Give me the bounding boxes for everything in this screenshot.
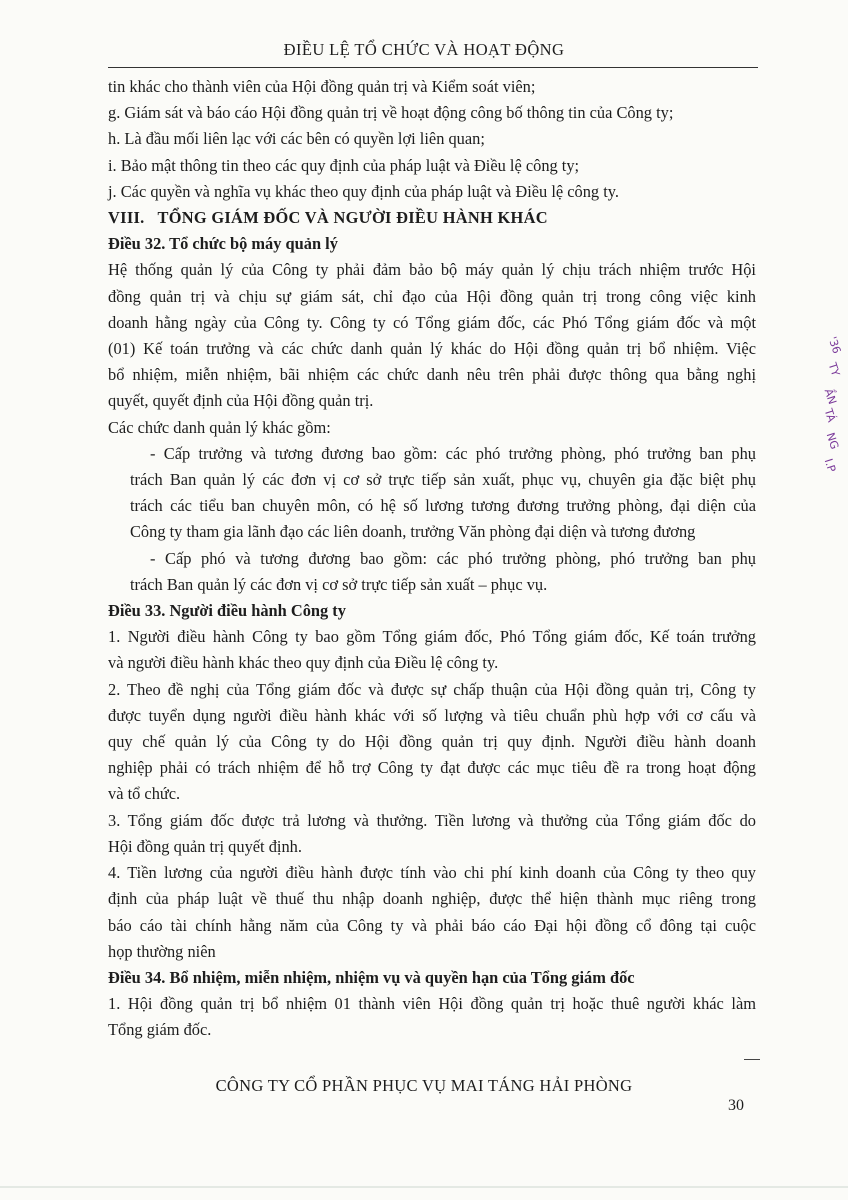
stamp-text: ẦN [821, 387, 839, 407]
list-item-j: j. Các quyền và nghĩa vụ khác theo quy định của pháp luật và Điều lệ công ty. [108, 181, 619, 201]
text-line: họp thường niên [108, 941, 216, 961]
text-line: Các chức danh quản lý khác gồm: [108, 417, 331, 437]
text-line: Hội đồng quản trị quyết định. [108, 836, 302, 856]
text-line: quy chế quản lý của Công ty do Hội đồng quản trị quy định. Người điều hành doanh [108, 732, 756, 752]
text-line: 4. Tiền lương của người điều hành được tính vào chi phí kinh doanh của Công ty theo quy [108, 863, 756, 883]
text-line: định của pháp luật về thuế thu nhập doanh nghiệp, được thể hiện thành mục riêng trong [108, 889, 756, 909]
text-line: trách Ban quản lý các đơn vị cơ sở trực tiếp sản xuất – phục vụ. [130, 574, 548, 594]
text-line: nghiệp phải có trách nhiệm để hỗ trợ Công ty đạt được các mục tiêu đề ra trong hoạt động [108, 758, 756, 778]
text-line: và tổ chức. [108, 784, 181, 804]
list-item-h: h. Là đầu mối liên lạc với các bên có quyền lợi liên quan; [108, 129, 485, 149]
body-text [108, 74, 756, 1044]
text-line: 2. Theo đề nghị của Tổng giám đốc và được sự chấp thuận của Hội đồng quản trị, Công ty [108, 679, 756, 699]
stamp-text: TÁ [821, 407, 839, 424]
text-line: Tổng giám đốc. [108, 1020, 212, 1040]
text-line: trách các tiểu ban chuyên môn, có hệ số lương tương đương trưởng phòng, đại diện của [130, 496, 756, 516]
text-line: 1. Hội đồng quản trị bổ nhiệm 01 thành viên Hội đồng quản trị hoặc thuê người khác làm [108, 994, 756, 1014]
text-line: Công ty tham gia lãnh đạo các liên doanh, trưởng Văn phòng đại diện và tương đương [130, 522, 696, 542]
article-34-heading: Điều 34. Bổ nhiệm, miễn nhiệm, nhiệm vụ và quyền hạn của Tổng giám đốc [108, 967, 635, 987]
text-line: quyết, quyết định của Hội đồng quản trị. [108, 391, 374, 411]
text-line: trách Ban quản lý các đơn vị cơ sở trực tiếp sản xuất, phục vụ, chuyên gia đặc biệt phụ [130, 470, 756, 490]
stamp-text: '36 [825, 335, 844, 356]
text-line: và người điều hành khác theo quy định của Điều lệ công ty. [108, 653, 499, 673]
text-line: đồng quản trị và chịu sự giám sát, chỉ đạo của Hội đồng quản trị trong công việc kinh [108, 286, 756, 306]
stamp-text: NG [823, 431, 842, 451]
text-line: tin khác cho thành viên của Hội đồng quản trị và Kiểm soát viên; [108, 77, 536, 96]
section-heading-viii: VIII. TỔNG GIÁM ĐỐC VÀ NGƯỜI ĐIỀU HÀNH KHÁC [108, 208, 548, 228]
text-line: báo cáo tài chính hằng năm của Công ty và phải báo cáo Đại hội đồng cổ đông tại cuộc [108, 915, 756, 935]
footer-dash [744, 1059, 760, 1060]
text-line: 1. Người điều hành Công ty bao gồm Tổng giám đốc, Phó Tổng giám đốc, Kế toán trưởng [108, 627, 756, 647]
text-line: được tuyển dụng người điều hành khác với số lượng và tiêu chuẩn phù hợp với cơ cấu và [108, 705, 756, 725]
bullet-item: - Cấp trưởng và tương đương bao gồm: các phó trưởng phòng, phó trưởng ban phụ [150, 443, 756, 463]
article-33-heading: Điều 33. Người điều hành Công ty [108, 601, 346, 621]
stamp-seal-fragment [790, 335, 846, 485]
text-line: 3. Tổng giám đốc được trả lương và thưởng. Tiền lương và thưởng của Tổng giám đốc do [108, 810, 756, 830]
article-32-heading: Điều 32. Tổ chức bộ máy quản lý [108, 234, 338, 254]
scan-edge [0, 1186, 848, 1188]
stamp-text: TY [825, 361, 843, 378]
text-line: (01) Kế toán trưởng và các chức danh quản lý khác do Hội đồng quản trị bổ nhiệm. Việc [108, 339, 756, 359]
page-footer: CÔNG TY CỔ PHẦN PHỤC VỤ MAI TÁNG HẢI PHÒNG [215, 1076, 633, 1095]
bullet-item: - Cấp phó và tương đương bao gồm: các phó trưởng phòng, phó trưởng ban phụ [150, 548, 756, 568]
stamp-text: I.P [821, 457, 839, 474]
header-rule [108, 67, 758, 68]
text-line: doanh hằng ngày của Công ty. Công ty có Tổng giám đốc, các Phó Tổng giám đốc và một [108, 312, 756, 332]
list-item-g: g. Giám sát và báo cáo Hội đồng quản trị về hoạt động công bố thông tin của Công ty; [108, 103, 674, 123]
page-number: 30 [728, 1097, 744, 1114]
page-header: ĐIỀU LỆ TỔ CHỨC VÀ HOẠT ĐỘNG [283, 40, 565, 59]
text-line: Hệ thống quản lý của Công ty phải đảm bảo bộ máy quản lý chịu trách nhiệm trước Hội [108, 260, 756, 280]
list-item-i: i. Bảo mật thông tin theo các quy định của pháp luật và Điều lệ công ty; [108, 155, 580, 175]
text-line: bổ nhiệm, miễn nhiệm, bãi nhiệm các chức danh nêu trên phải được thông qua bằng nghị [108, 365, 756, 385]
